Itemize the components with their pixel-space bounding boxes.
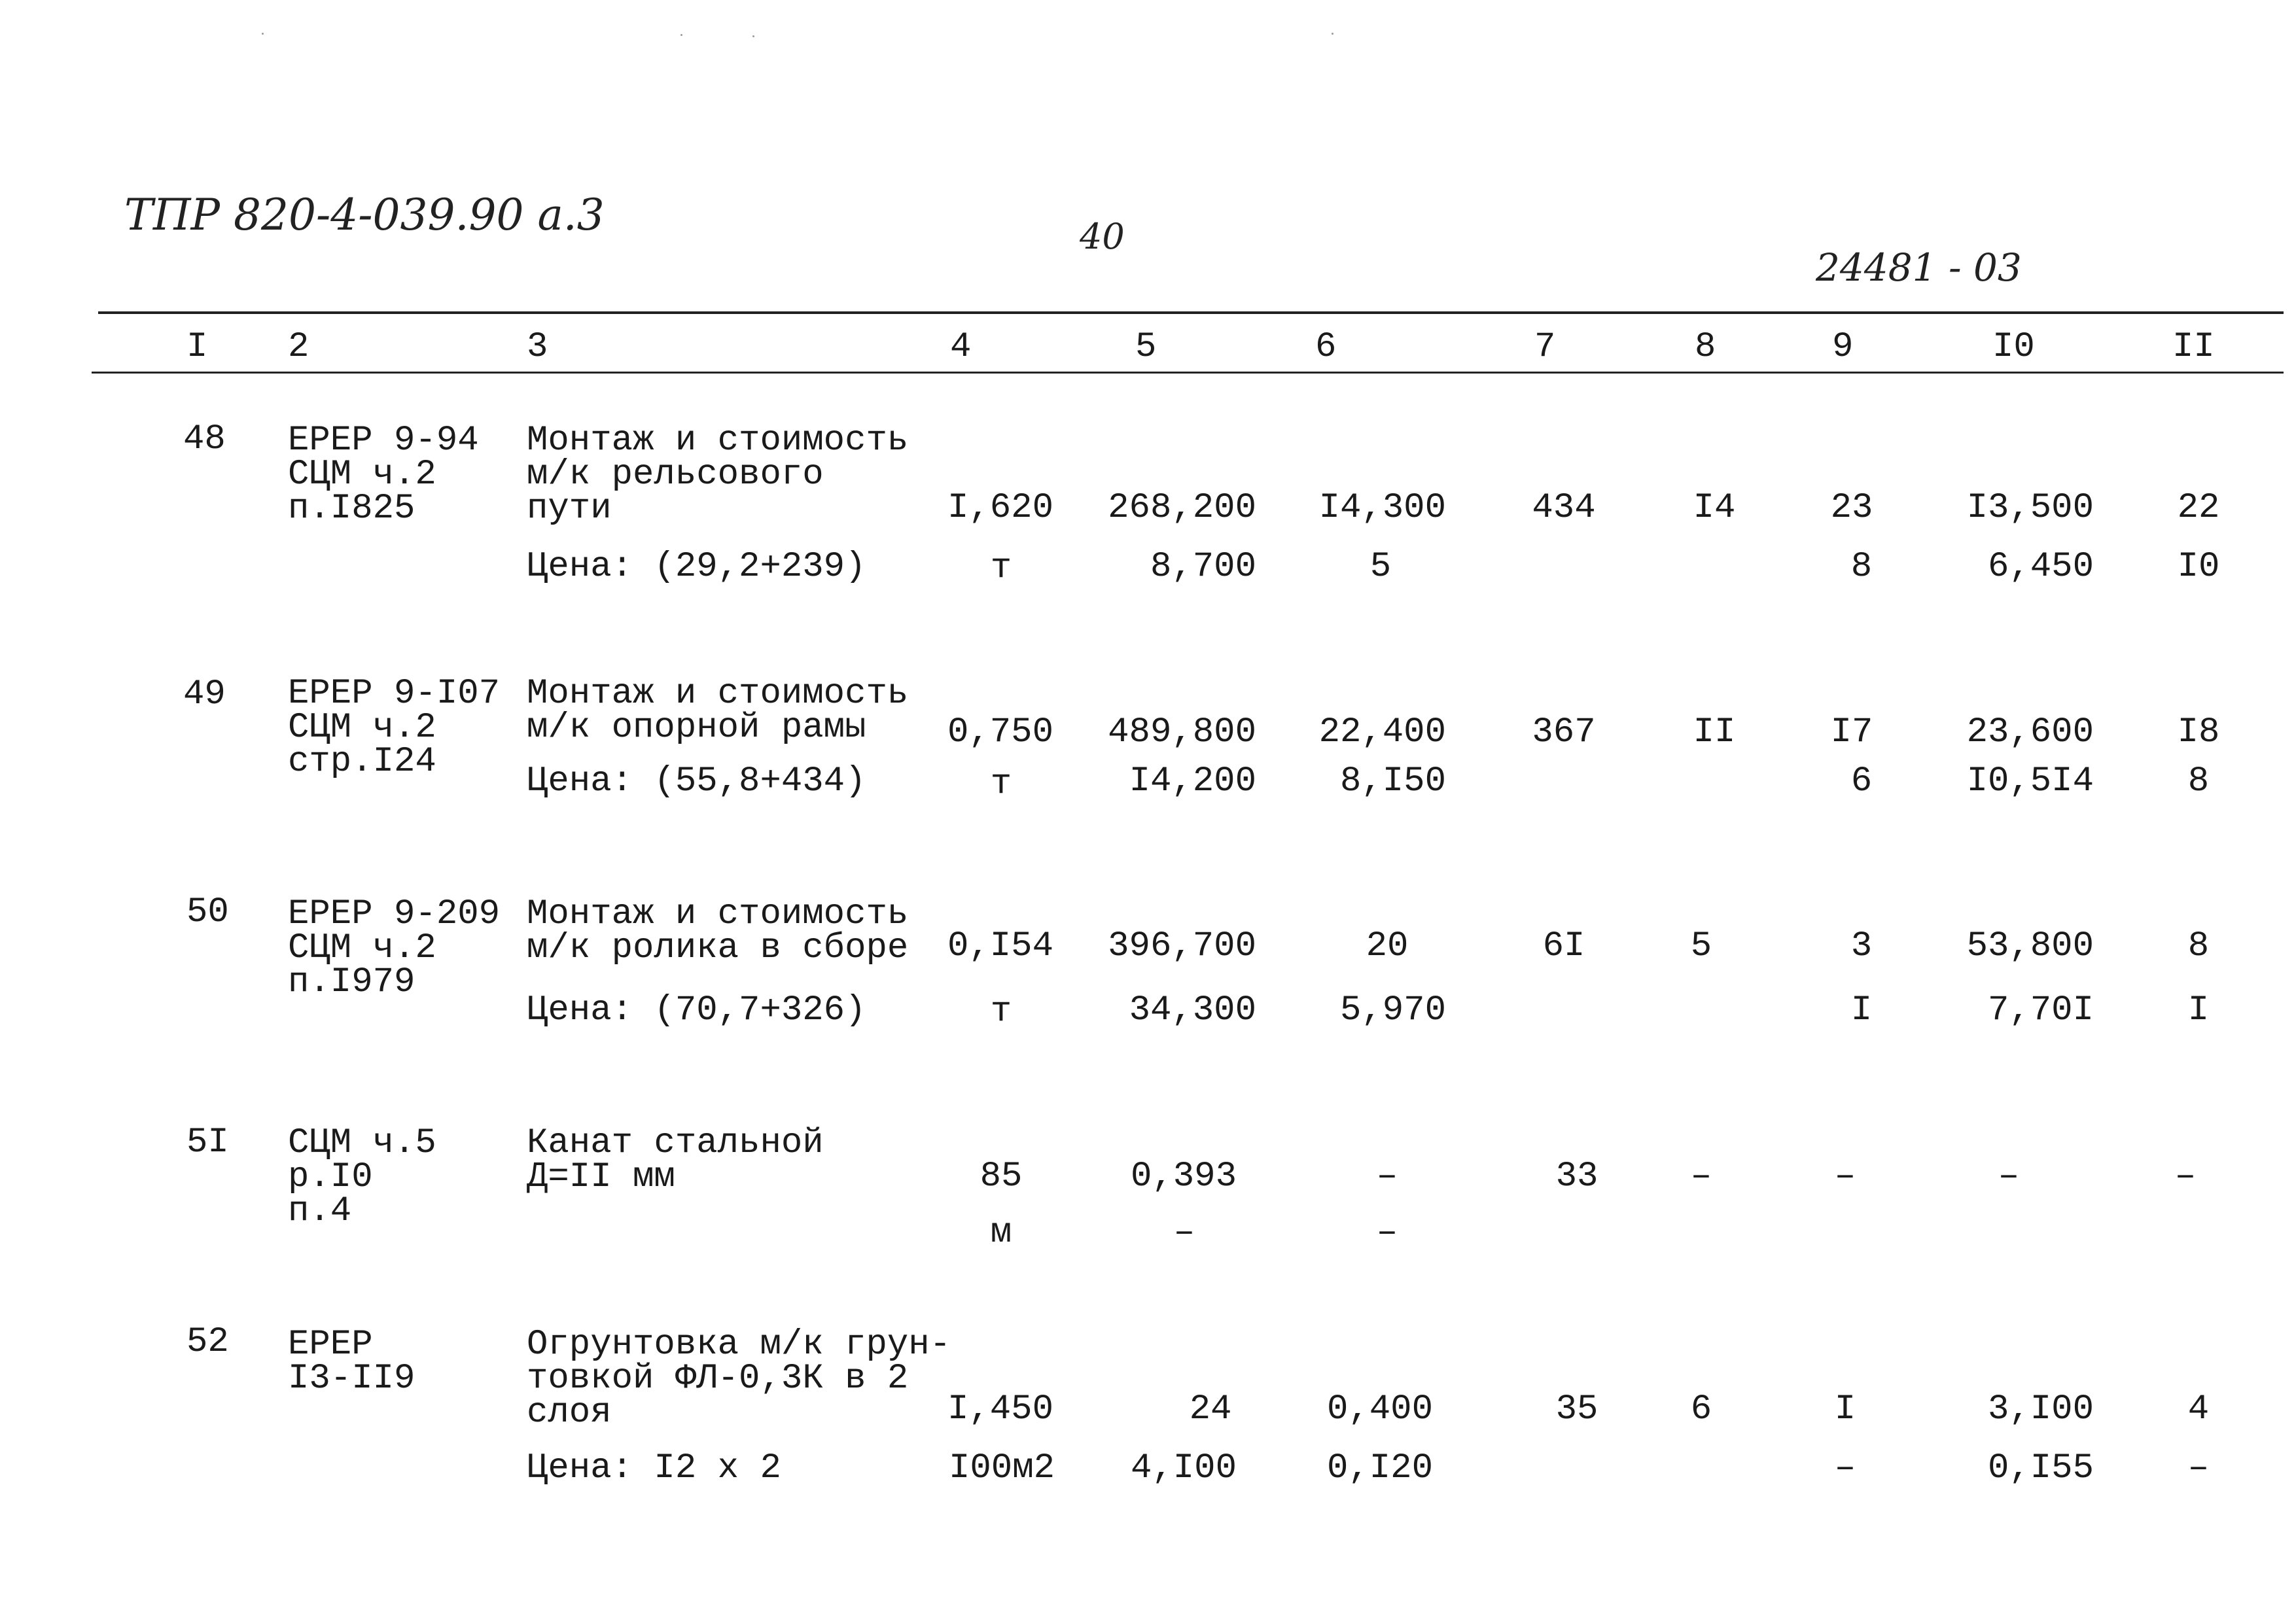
- work-description: Огрунтовка м/к грун- товкой ФЛ-0,3К в 2 слоя: [527, 1325, 951, 1433]
- row-number: 50: [186, 892, 229, 932]
- unit-cost: 489,800: [1108, 712, 1256, 752]
- col11-value-b: –: [2187, 1448, 2210, 1488]
- quantity: 0,750: [947, 712, 1053, 752]
- unit: т: [990, 548, 1012, 588]
- unit: I00м2: [949, 1448, 1055, 1488]
- col6-value: 20: [1366, 926, 1409, 966]
- col10-value: 3,I00: [1987, 1389, 2094, 1429]
- quantity: I,620: [947, 488, 1053, 528]
- price-formula: Цена: (55,8+434): [527, 761, 866, 801]
- table-header-rule: [92, 372, 2284, 374]
- col6-value: I4,300: [1318, 488, 1446, 528]
- unit-cost: 24: [1189, 1389, 1232, 1429]
- norm-reference: СЦМ ч.5 р.I0 п.4: [288, 1123, 436, 1231]
- col8-value: II: [1693, 712, 1736, 752]
- col6-value-b: 0,I20: [1326, 1448, 1433, 1488]
- table-top-rule: [98, 311, 2284, 314]
- col9-value: I: [1834, 1389, 1856, 1429]
- quantity: 85: [980, 1157, 1023, 1196]
- quantity: 0,I54: [947, 926, 1053, 966]
- col8-value: –: [1690, 1157, 1712, 1196]
- col10-value-b: 0,I55: [1987, 1448, 2094, 1488]
- col-header-2: 2: [288, 327, 309, 367]
- col9-value-b: 6: [1850, 761, 1873, 801]
- col6-value: –: [1376, 1157, 1398, 1196]
- col9-value: –: [1834, 1157, 1856, 1196]
- norm-reference: ЕРЕР 9-209 СЦМ ч.2 п.I979: [288, 894, 501, 1002]
- col9-value-b: 8: [1850, 547, 1873, 587]
- col9-value: 3: [1850, 926, 1873, 966]
- col8-value: I4: [1693, 488, 1736, 528]
- col-header-4: 4: [950, 327, 972, 367]
- unit-cost: 268,200: [1108, 488, 1256, 528]
- col11-value: 8: [2187, 926, 2210, 966]
- work-description: Монтаж и стоимость м/к ролика в сборе: [527, 894, 909, 968]
- col9-value: 23: [1830, 488, 1873, 528]
- row-number: 49: [183, 674, 226, 714]
- scan-speck: [1332, 33, 1333, 35]
- col8-value: 6: [1690, 1389, 1712, 1429]
- sheet-code: 24481 - 03: [1816, 245, 2022, 290]
- col-header-1: I: [186, 327, 208, 367]
- scan-speck: [752, 35, 754, 37]
- document-code: ТПР 820-4-039.90 а.3: [124, 190, 605, 240]
- scan-speck: [680, 34, 682, 36]
- col11-value: I8: [2177, 712, 2220, 752]
- col9-value: I7: [1830, 712, 1873, 752]
- col7-value: 6I: [1542, 926, 1585, 966]
- norm-reference: ЕРЕР I3-II9: [288, 1325, 415, 1399]
- col10-value-b: I0,5I4: [1966, 761, 2094, 801]
- col7-value: 367: [1532, 712, 1596, 752]
- col11-value: 4: [2187, 1389, 2210, 1429]
- col10-value-b: 7,70I: [1987, 990, 2094, 1030]
- col-header-10: I0: [1992, 327, 2035, 367]
- col-header-8: 8: [1695, 327, 1716, 367]
- col7-value: 434: [1532, 488, 1596, 528]
- price-formula: Цена: (29,2+239): [527, 547, 866, 587]
- col11-value: 22: [2177, 488, 2220, 528]
- col-header-11: II: [2172, 327, 2215, 367]
- price-formula: Цена: I2 х 2: [527, 1448, 781, 1488]
- row-number: 52: [186, 1322, 229, 1362]
- row-number: 48: [183, 419, 226, 459]
- unit: т: [990, 992, 1012, 1032]
- col6-value-b: 5,970: [1339, 990, 1446, 1030]
- unit-cost-wages: 4,I00: [1130, 1448, 1237, 1488]
- col-header-3: 3: [527, 327, 548, 367]
- quantity: I,450: [947, 1389, 1053, 1429]
- col-header-7: 7: [1534, 327, 1556, 367]
- col6-value: 0,400: [1326, 1389, 1433, 1429]
- page-number: 40: [1080, 216, 1125, 257]
- col6-value-b: –: [1376, 1213, 1398, 1253]
- row-number: 5I: [186, 1123, 229, 1162]
- price-formula: Цена: (70,7+326): [527, 990, 866, 1030]
- unit-cost: 396,700: [1108, 926, 1256, 966]
- col10-value: –: [1998, 1157, 2020, 1196]
- col11-value-b: I0: [2177, 547, 2220, 587]
- unit-cost-wages: –: [1173, 1213, 1195, 1253]
- col6-value-b: 5: [1369, 547, 1392, 587]
- col10-value: I3,500: [1966, 488, 2094, 528]
- scan-speck: [262, 33, 264, 35]
- col8-value: 5: [1690, 926, 1712, 966]
- col-header-5: 5: [1135, 327, 1157, 367]
- col6-value: 22,400: [1318, 712, 1446, 752]
- col-header-9: 9: [1832, 327, 1854, 367]
- col11-value-b: I: [2187, 990, 2210, 1030]
- col6-value-b: 8,I50: [1339, 761, 1446, 801]
- unit-cost-wages: I4,200: [1129, 761, 1256, 801]
- norm-reference: ЕРЕР 9-94 СЦМ ч.2 п.I825: [288, 421, 479, 529]
- work-description: Канат стальной Д=II мм: [527, 1123, 824, 1197]
- col9-value-b: I: [1850, 990, 1873, 1030]
- col10-value-b: 6,450: [1987, 547, 2094, 587]
- col-header-6: 6: [1315, 327, 1337, 367]
- work-description: Монтаж и стоимость м/к рельсового пути: [527, 421, 909, 529]
- unit-cost-wages: 8,700: [1150, 547, 1256, 587]
- col10-value: 23,600: [1966, 712, 2094, 752]
- unit: м: [990, 1213, 1012, 1253]
- col10-value: 53,800: [1966, 926, 2094, 966]
- col7-value: 35: [1555, 1389, 1598, 1429]
- unit-cost-wages: 34,300: [1129, 990, 1256, 1030]
- col11-value: –: [2174, 1157, 2197, 1196]
- work-description: Монтаж и стоимость м/к опорной рамы: [527, 674, 909, 748]
- col9-value-b: –: [1834, 1448, 1856, 1488]
- col11-value-b: 8: [2187, 761, 2210, 801]
- norm-reference: ЕРЕР 9-I07 СЦМ ч.2 стр.I24: [288, 674, 501, 782]
- unit: т: [990, 764, 1012, 804]
- col7-value: 33: [1555, 1157, 1598, 1196]
- unit-cost: 0,393: [1130, 1157, 1237, 1196]
